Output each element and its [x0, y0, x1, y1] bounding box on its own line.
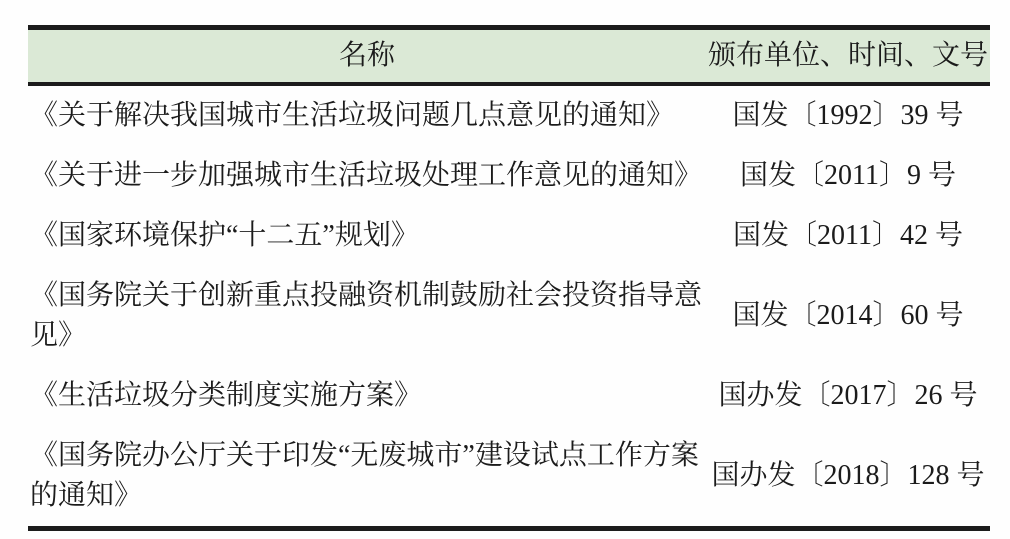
- doc-number-cell: 国发〔1992〕39 号: [732, 99, 964, 131]
- table-row: [28, 366, 990, 426]
- table-row: [28, 266, 990, 366]
- policy-name-cell: 《国务院办公厅关于印发“无废城市”建设试点工作方案的通知》: [30, 439, 699, 511]
- doc-number-cell: 国办发〔2017〕26 号: [718, 379, 978, 411]
- policy-table-container: [28, 25, 990, 531]
- column-header-name: 名称: [28, 28, 706, 84]
- policy-table: [28, 25, 990, 531]
- table-header-row: [28, 28, 990, 84]
- policy-name-cell: 《国务院关于创新重点投融资机制鼓励社会投资指导意见》: [30, 279, 703, 351]
- table-row: [28, 146, 990, 206]
- doc-number-cell: 国发〔2011〕42 号: [733, 219, 963, 251]
- table-row: [28, 84, 990, 146]
- policy-name-cell: 《关于进一步加强城市生活垃圾处理工作意见的通知》: [30, 159, 703, 191]
- policy-name-cell: 《国家环境保护“十二五”规划》: [30, 219, 419, 251]
- policy-name-cell: 《关于解决我国城市生活垃圾问题几点意见的通知》: [30, 99, 675, 131]
- column-header-doc-number: 颁布单位、时间、文号: [706, 28, 990, 84]
- doc-number-cell: 国发〔2014〕60 号: [732, 299, 964, 331]
- table-row: [28, 426, 990, 529]
- doc-number-cell: 国发〔2011〕9 号: [740, 159, 956, 191]
- policy-name-cell: 《生活垃圾分类制度实施方案》: [30, 379, 423, 411]
- doc-number-cell: 国办发〔2018〕128 号: [711, 459, 985, 491]
- table-row: [28, 206, 990, 266]
